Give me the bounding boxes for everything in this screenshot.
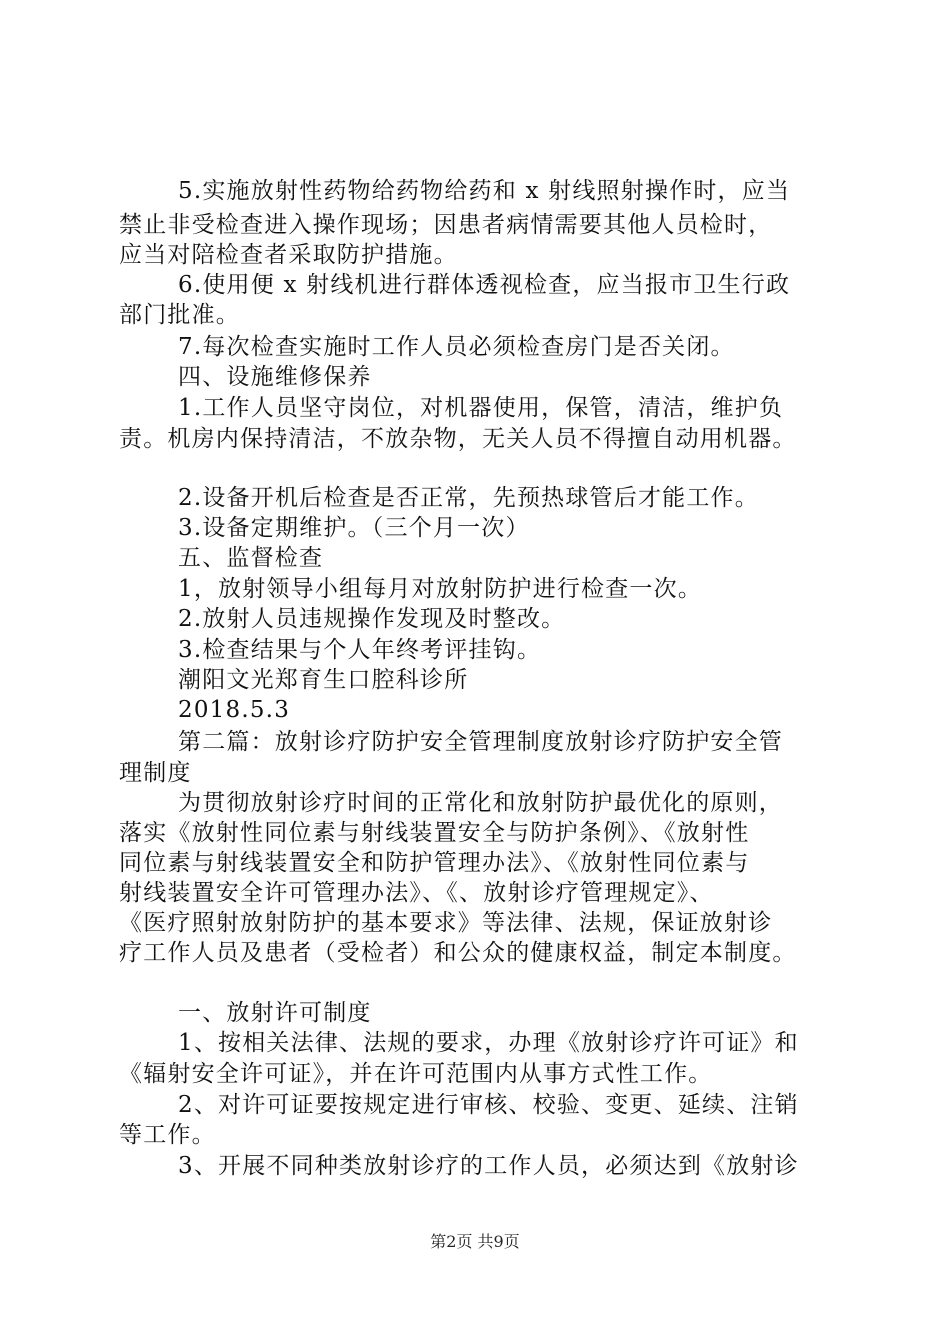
text-line: 禁止非受检查进入操作现场；因患者病情需要其他人员检时， <box>119 212 773 238</box>
chapter-title-continued: 理制度 <box>119 760 192 786</box>
text-line: 2.放射人员违规操作发现及时整改。 <box>178 606 566 632</box>
chapter-title: 第二篇：放射诊疗防护安全管理制度放射诊疗防护安全管 <box>178 729 783 755</box>
page-number-footer: 第2页 共9页 <box>430 1232 520 1251</box>
text-line: 《医疗照射放射防护的基本要求》等法律、法规，保证放射诊 <box>119 910 773 936</box>
text-line: 1，放射领导小组每月对放射防护进行检查一次。 <box>178 576 703 602</box>
text-line: 1、按相关法律、法规的要求，办理《放射诊疗许可证》和 <box>178 1030 799 1056</box>
text-line: 《辐射安全许可证》，并在许可范围内从事方式性工作。 <box>119 1061 713 1087</box>
text-line: 部门批准。 <box>119 302 240 328</box>
text-line: 应当对陪检查者采取防护措施。 <box>119 242 458 268</box>
text-line: 3、开展不同种类放射诊疗的工作人员，必须达到《放射诊 <box>178 1153 799 1179</box>
section-heading: 一、放射许可制度 <box>178 1000 372 1026</box>
section-heading: 五、监督检查 <box>178 545 324 571</box>
text-line: 1.工作人员坚守岗位，对机器使用，保管，清洁，维护负 <box>178 395 784 421</box>
text-line: 同位素与射线装置安全和防护管理办法》、《放射性同位素与 <box>119 850 750 876</box>
text-line: 等工作。 <box>119 1122 216 1148</box>
text-line: 为贯彻放射诊疗时间的正常化和放射防护最优化的原则， <box>178 790 783 816</box>
text-line: 疗工作人员及患者（受检者）和公众的健康权益，制定本制度。 <box>119 940 797 966</box>
text-line: 2、对许可证要按规定进行审核、校验、变更、延续、注销 <box>178 1092 799 1118</box>
text-line: 落实《放射性同位素与射线装置安全与防护条例》、《放射性 <box>119 820 750 846</box>
text-line: 2.设备开机后检查是否正常，先预热球管后才能工作。 <box>178 485 759 511</box>
section-heading: 四、设施维修保养 <box>178 364 372 390</box>
text-line: 3.设备定期维护。（三个月一次） <box>178 515 530 541</box>
text-line: 5.实施放射性药物给药物给药和 x 射线照射操作时，应当 <box>178 178 791 204</box>
organization-name: 潮阳文光郑育生口腔科诊所 <box>178 667 469 693</box>
text-line: 6.使用便 x 射线机进行群体透视检查，应当报市卫生行政 <box>178 272 791 298</box>
text-line: 射线装置安全许可管理办法》、《、放射诊疗管理规定》、 <box>119 880 714 906</box>
text-line: 7.每次检查实施时工作人员必须检查房门是否关闭。 <box>178 334 735 360</box>
document-date: 2018.5.3 <box>178 697 291 723</box>
text-line: 3.检查结果与个人年终考评挂钩。 <box>178 637 542 663</box>
text-line: 责。机房内保持清洁，不放杂物，无关人员不得擅自动用机器。 <box>119 426 797 452</box>
